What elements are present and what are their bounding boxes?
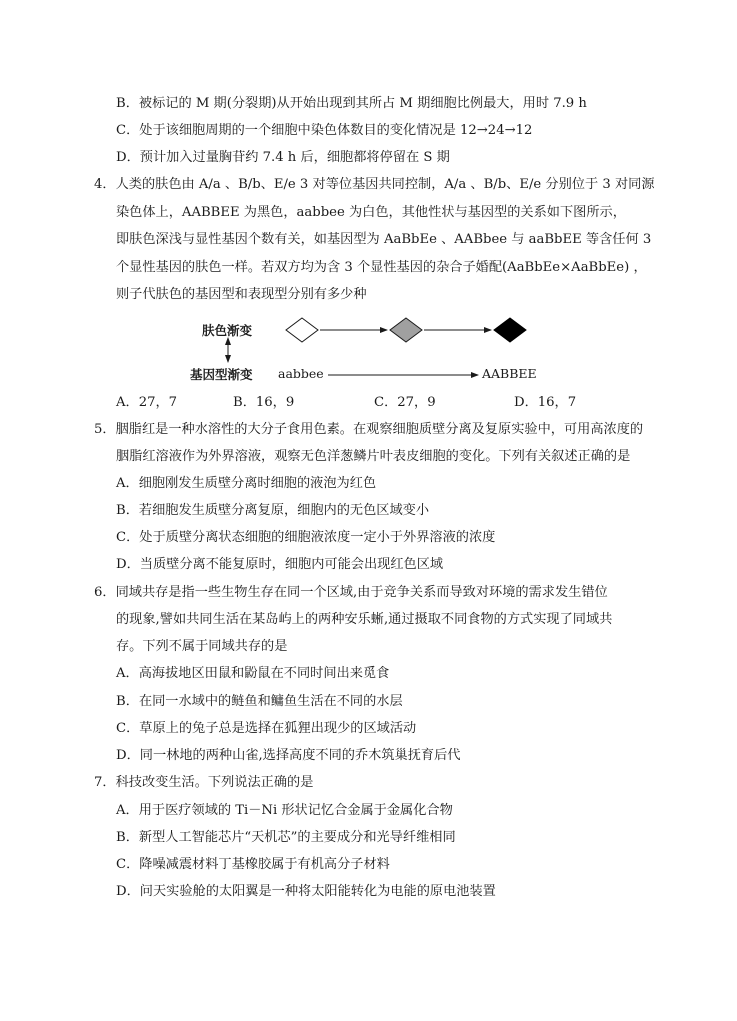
q6-option-b: B．在同一水域中的鲢鱼和鳙鱼生活在不同的水层 (116, 694, 403, 709)
q4-option-a: A．27，7 (116, 395, 178, 410)
q7-option-a: A．用于医疗领域的 Ti－Ni 形状记忆合金属于金属化合物 (116, 803, 453, 818)
q4-option-c: C．27，9 (374, 395, 436, 410)
q4-stem-line2: 染色体上，AABBEE 为黑色，aabbee 为白色，其他性状与基因型的关系如下图所示， (116, 205, 626, 220)
q6-option-c: C．草原上的兔子总是选择在狐狸出现少的区域活动 (116, 721, 417, 736)
q4-option-b: B．16，9 (233, 395, 295, 410)
q7-option-c: C．降噪减震材料丁基橡胶属于有机高分子材料 (116, 857, 390, 872)
diamond-gray-icon (390, 318, 422, 342)
q5-stem-line1: 5．胭脂红是一种水溶性的大分子食用色素。在观察细胞质壁分离及复原实验中，可用高浓度的 (94, 422, 644, 437)
q3-option-b: B．被标记的 M 期(分裂期)从开始出现到其所占 M 期细胞比例最大，用时 7.9 h (116, 96, 587, 111)
q5-option-b: B．若细胞发生质壁分离复原，细胞内的无色区域变小 (116, 503, 430, 518)
q3-option-d: D．预计加入过量胸苷约 7.4 h 后，细胞都将停留在 S 期 (116, 150, 450, 165)
q4-stem-line3: 即肤色深浅与显性基因个数有关，如基因型为 AaBbEe 、AABbee 与 aaBbEE 等含任何 3 (116, 232, 652, 247)
diamond-white-icon (286, 318, 318, 342)
q6-stem-line1: 6．同域共存是指一些生物生存在同一个区域,由于竞争关系而导致对环境的需求发生错位 (94, 585, 608, 600)
diamond-black-icon (494, 318, 526, 342)
q4-stem-line4: 个显性基因的肤色一样。若双方均为含 3 个显性基因的杂合子婚配(AaBbEe×AaBbEe) ， (116, 260, 647, 275)
genotype-end-label: AABBEE (482, 366, 537, 381)
q4-stem-line1: 4．人类的肤色由 A/a 、B/b、E/e 3 对等位基因共同控制，A/a 、B/b、E/e 分别位于 3 对同源 (94, 177, 655, 192)
q6-stem-line2: 的现象,譬如共同生活在某岛屿上的两种安乐蜥,通过摄取不同食物的方式实现了同域共 (116, 612, 613, 627)
q5-stem-line2: 胭脂红溶液作为外界溶液，观察无色洋葱鳞片叶表皮细胞的变化。下列有关叙述正确的是 (116, 449, 631, 464)
q6-option-a: A．高海拔地区田鼠和鼢鼠在不同时间出来觅食 (116, 666, 390, 681)
q6-option-d: D．同一林地的两种山雀,选择高度不同的乔木筑巢抚育后代 (116, 748, 461, 763)
q5-option-a: A．细胞刚发生质壁分离时细胞的液泡为红色 (116, 476, 377, 491)
q7-stem-line1: 7．科技改变生活。下列说法正确的是 (94, 775, 314, 790)
q4-stem-line5: 则子代肤色的基因型和表现型分别有多少种 (116, 287, 367, 302)
q5-option-d: D．当质壁分离不能复原时，细胞内可能会出现红色区域 (116, 557, 444, 572)
q4-option-d: D．16，7 (514, 395, 577, 410)
q7-option-d: D．问天实验舱的太阳翼是一种将太阳能转化为电能的原电池装置 (116, 884, 496, 899)
q3-option-c: C．处于该细胞周期的一个细胞中染色体数目的变化情况是 12→24→12 (116, 123, 533, 138)
q7-option-b: B．新型人工智能芯片“天机芯”的主要成分和光导纤维相同 (116, 830, 456, 845)
figure-graphics (190, 312, 560, 386)
q6-stem-line3: 存。下列不属于同域共存的是 (116, 639, 288, 654)
figure-label-color-gradient: 肤色渐变 (202, 323, 253, 338)
figure-label-genotype-gradient: 基因型渐变 (190, 367, 253, 382)
q5-option-c: C．处于质壁分离状态细胞的细胞液浓度一定小于外界溶液的浓度 (116, 530, 496, 545)
genotype-start-label: aabbee (278, 366, 324, 381)
skin-color-figure (190, 312, 560, 386)
